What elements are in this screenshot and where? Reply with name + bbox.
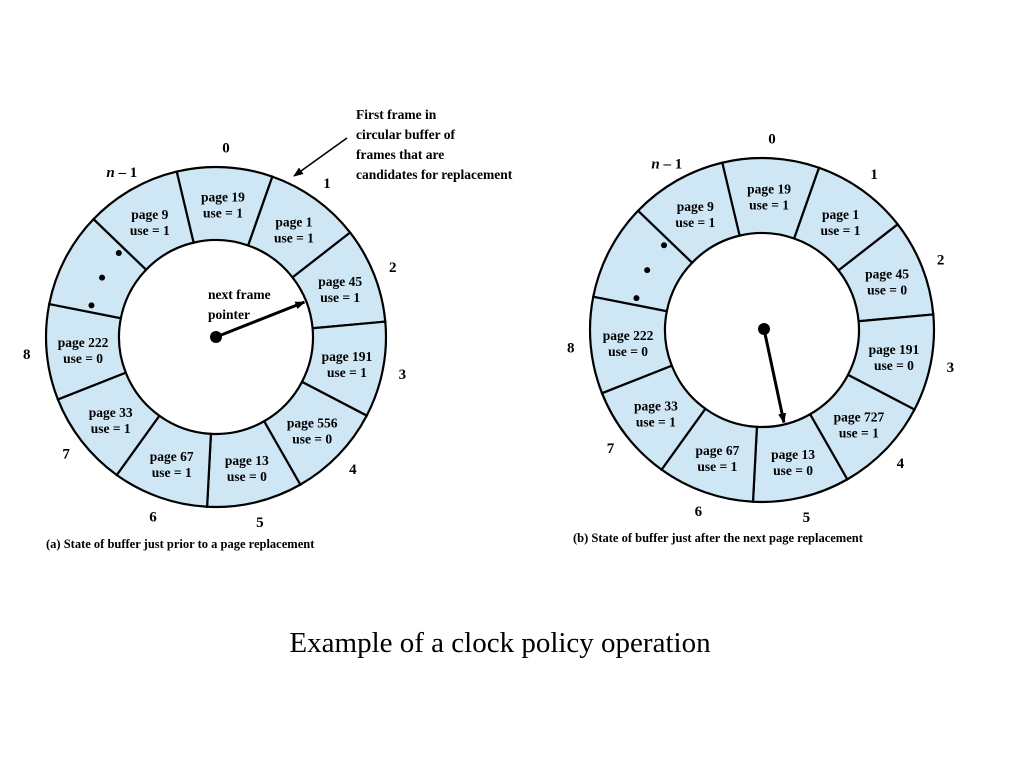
frame-use-bit: use = 0 bbox=[873, 358, 914, 374]
annotation-line-2: circular buffer of bbox=[356, 127, 455, 142]
annotation-line-3: frames that are bbox=[356, 147, 445, 162]
frame-index-label: 2 bbox=[936, 252, 945, 269]
frame-page-label: page 33 bbox=[88, 405, 133, 421]
clock-buffer-before bbox=[23, 140, 406, 531]
frame-page-label: page 191 bbox=[321, 348, 373, 364]
frame-index-label: 3 bbox=[398, 366, 407, 383]
frame-index-label: 5 bbox=[256, 514, 264, 531]
frame-use-bit: use = 1 bbox=[129, 223, 170, 239]
frame-index-label: 6 bbox=[149, 509, 157, 526]
frame-page-label: page 45 bbox=[318, 273, 363, 289]
frame-index-label: 2 bbox=[388, 260, 397, 277]
pointer-label-line-2: pointer bbox=[208, 307, 250, 322]
next-frame-pointer bbox=[764, 329, 784, 422]
frame-page-label: page 9 bbox=[131, 207, 169, 223]
frame-use-bit: use = 1 bbox=[675, 215, 716, 231]
frame-page-label: page 13 bbox=[771, 446, 816, 462]
frame-use-bit: use = 0 bbox=[226, 468, 267, 484]
frame-use-bit: use = 0 bbox=[867, 282, 908, 298]
clock-buffer-after bbox=[567, 131, 954, 526]
ellipsis-dot bbox=[116, 250, 122, 256]
frame-page-label: page 222 bbox=[57, 335, 109, 351]
ellipsis-dot bbox=[88, 302, 94, 308]
frame-use-bit: use = 0 bbox=[773, 462, 814, 478]
frame-page-label: page 19 bbox=[201, 189, 245, 205]
frame-use-bit: use = 0 bbox=[292, 431, 333, 447]
ellipsis-dot bbox=[633, 295, 639, 301]
frame-use-bit: use = 1 bbox=[749, 197, 790, 213]
frame-use-bit: use = 1 bbox=[90, 421, 131, 437]
frame-page-label: page 1 bbox=[821, 206, 860, 222]
frame-index-label: 4 bbox=[349, 461, 357, 478]
frame-page-label: page 67 bbox=[695, 442, 740, 458]
frame-index-label: 1 bbox=[870, 167, 878, 184]
caption-a: (a) State of buffer just prior to a page replacement bbox=[46, 537, 315, 551]
frame-use-bit: use = 1 bbox=[820, 222, 861, 238]
frame-page-label: page 727 bbox=[833, 409, 885, 425]
pointer-hub bbox=[758, 323, 770, 335]
frame-index-label: 8 bbox=[567, 340, 575, 357]
slide-title: Example of a clock policy operation bbox=[289, 627, 711, 659]
caption-b: (b) State of buffer just after the next page replacement bbox=[573, 531, 863, 545]
pointer-hub bbox=[210, 331, 222, 343]
frame-index-label: 4 bbox=[896, 456, 905, 473]
ellipsis-dot bbox=[644, 267, 650, 273]
frame-page-label: page 67 bbox=[149, 448, 194, 464]
frame-index-label: 6 bbox=[694, 504, 703, 521]
ellipsis-dot bbox=[99, 275, 105, 281]
frame-page-label: page 19 bbox=[747, 181, 791, 197]
frame-page-label: page 1 bbox=[275, 214, 313, 230]
frame-use-bit: use = 1 bbox=[320, 289, 361, 305]
frame-use-bit: use = 1 bbox=[273, 230, 314, 246]
frame-page-label: page 13 bbox=[224, 452, 269, 468]
frame-index-label: 5 bbox=[802, 509, 811, 526]
frame-page-label: page 556 bbox=[286, 415, 338, 431]
annotation-arrow bbox=[294, 138, 347, 176]
frame-index-label: 8 bbox=[23, 347, 31, 364]
frame-use-bit: use = 0 bbox=[63, 351, 104, 367]
frame-use-bit: use = 1 bbox=[697, 458, 738, 474]
frame-use-bit: use = 1 bbox=[203, 205, 243, 221]
frame-use-bit: use = 1 bbox=[635, 414, 676, 430]
frame-index-label: 7 bbox=[62, 446, 70, 463]
frame-page-label: page 33 bbox=[633, 398, 678, 414]
frame-page-label: page 9 bbox=[676, 199, 714, 215]
first-frame-annotation bbox=[294, 107, 513, 182]
annotation-line-1: First frame in bbox=[356, 107, 437, 122]
frame-index-label: 3 bbox=[946, 360, 955, 377]
frame-use-bit: use = 1 bbox=[151, 464, 192, 480]
frame-index-label: n – 1 bbox=[651, 156, 683, 173]
frame-page-label: page 222 bbox=[602, 328, 654, 344]
ellipsis-dot bbox=[661, 242, 667, 248]
frame-page-label: page 191 bbox=[868, 342, 920, 358]
frame-use-bit: use = 1 bbox=[838, 425, 879, 441]
frame-index-label: n – 1 bbox=[106, 165, 138, 182]
frame-use-bit: use = 1 bbox=[326, 364, 367, 380]
annotation-line-4: candidates for replacement bbox=[356, 167, 513, 182]
pointer-label-line-1: next frame bbox=[208, 287, 271, 302]
frame-use-bit: use = 0 bbox=[608, 344, 649, 360]
frame-index-label: 0 bbox=[768, 131, 776, 148]
frame-page-label: page 45 bbox=[865, 266, 910, 282]
frame-index-label: 0 bbox=[222, 140, 230, 157]
frame-index-label: 1 bbox=[323, 175, 331, 192]
frame-index-label: 7 bbox=[606, 440, 615, 457]
